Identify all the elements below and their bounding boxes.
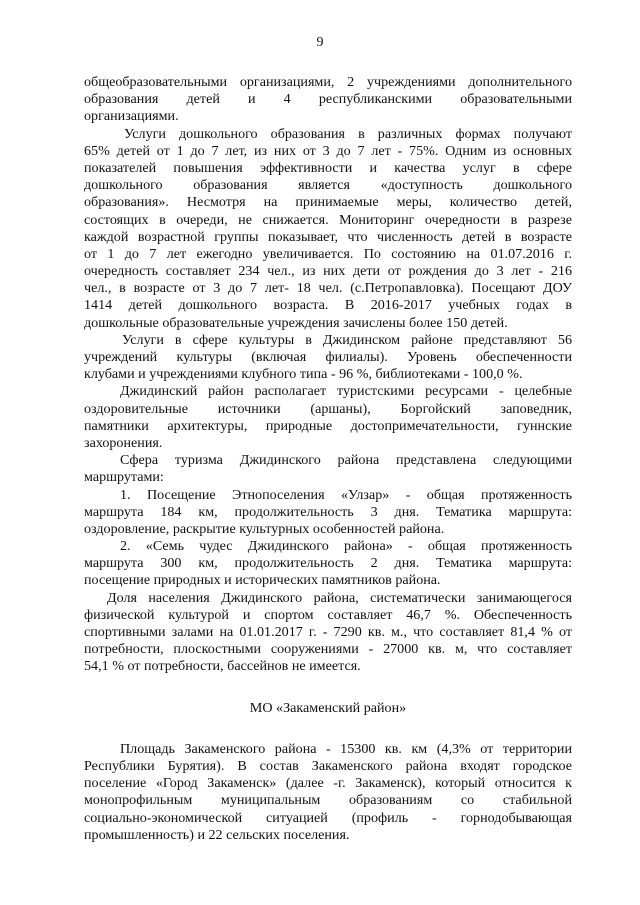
text-line: 1414 детей дошкольного возраста. В 2016-2017 учебных годах в <box>84 297 572 314</box>
text-line: общеобразовательными организациями, 2 учреждениями дополнительного <box>84 74 572 90</box>
text-line: физической культурой и спортом составляет 46,7 %. Обеспеченность <box>84 606 572 623</box>
text-line: дошкольные образовательные учреждения зачислены более 150 детей. <box>84 314 508 331</box>
text-line: оздоровительные источники (аршаны), Боргойский заповедник, <box>84 400 572 417</box>
text-section-zakamensky <box>84 741 572 844</box>
text-line: потребности, плоскостными сооружениями - 27000 кв. м, что составляет <box>84 641 572 658</box>
text-line: организациями. <box>84 108 179 125</box>
text-line: от 1 до 7 лет ежегодно увеличивается. По состоянию на 01.07.2016 г. <box>84 245 572 262</box>
text-line: промышленность) и 22 сельских поселения. <box>84 826 350 843</box>
text-line: показателей повышения эффективности и качества услуг в сфере <box>84 159 572 176</box>
text-line: маршрута 300 км, продолжительность 2 дня. Тематика маршрута: <box>84 555 572 572</box>
text-line: маршрутами: <box>84 469 164 486</box>
text-line: образования». Несмотря на принимаемые меры, количество детей, <box>84 194 572 211</box>
text-line: чел., в возрасте от 3 до 7 лет- 18 чел. (с.Петропавловка). Посещают ДОУ <box>84 280 572 297</box>
text-line: поселение «Город Закаменск» (далее -г. Закаменск), который относится к <box>84 775 572 792</box>
text-line: монопрофильным муниципальным образованиям со стабильной <box>84 792 572 809</box>
text-line: памятники архитектуры, природные достопримечательности, гуннские <box>84 417 572 434</box>
text-line: Республики Бурятия). В состав Закаменского района входят городское <box>84 757 572 774</box>
text-line: оздоровление, раскрытие культурных особенностей района. <box>84 520 445 537</box>
text-line: дошкольного образования является «доступность дошкольного <box>84 177 572 194</box>
text-line: Услуги в сфере культуры в Джидинском районе представляют 56 <box>122 331 572 348</box>
text-line: состоящих в очереди, не снижается. Мониторинг очередности в разрезе <box>84 211 572 228</box>
text-line: клубами и учреждениями клубного типа - 96 %, библиотеками - 100,0 %. <box>84 366 523 383</box>
document-body <box>84 74 572 844</box>
text-line: Джидинский район располагает туристскими ресурсами - целебные <box>120 383 572 400</box>
text-line: образования детей и 4 республиканскими образовательными <box>84 91 572 108</box>
text-line: 54,1 % от потребности, бассейнов не имеется. <box>84 658 361 675</box>
text-line: 2. «Семь чудес Джидинского района» - общая протяженность <box>120 538 572 555</box>
text-line: социально-экономической ситуацией (профиль - горнодобывающая <box>84 809 572 826</box>
text-section-education-culture-tourism <box>84 74 572 676</box>
page-number: 9 <box>316 35 324 50</box>
text-line: 1. Посещение Этнопоселения «Улзар» - общая протяженность <box>120 486 572 503</box>
text-line: спортивными залами на 01.01.2017 г. - 7290 кв. м., что составляет 81,4 % от <box>84 624 572 640</box>
section-heading: МО «Закаменский район» <box>249 699 407 716</box>
text-line: учреждений культуры (включая филиалы). Уровень обеспеченности <box>84 349 572 365</box>
text-line: Услуги дошкольного образования в различных формах получают <box>124 125 572 142</box>
text-line: посещение природных и исторических памятников района. <box>84 572 441 589</box>
text-line: маршрута 184 км, продолжительность 3 дня. Тематика маршрута: <box>84 503 572 520</box>
text-line: каждой возрастной группы показывает, что численность детей в возрасте <box>84 228 572 245</box>
text-line: Сфера туризма Джидинского района представлена следующими <box>120 452 572 469</box>
text-line: очередность составляет 234 чел., из них дети от рождения до 3 лет - 216 <box>84 263 572 280</box>
text-line: Площадь Закаменского района - 15300 кв. км (4,3% от территории <box>120 740 572 757</box>
text-line: захоронения. <box>84 434 163 451</box>
text-line: Доля населения Джидинского района, систематически занимающегося <box>107 589 572 606</box>
text-line: 65% детей от 1 до 7 лет, из них от 3 до 7 лет - 75%. Одним из основных <box>84 142 572 159</box>
